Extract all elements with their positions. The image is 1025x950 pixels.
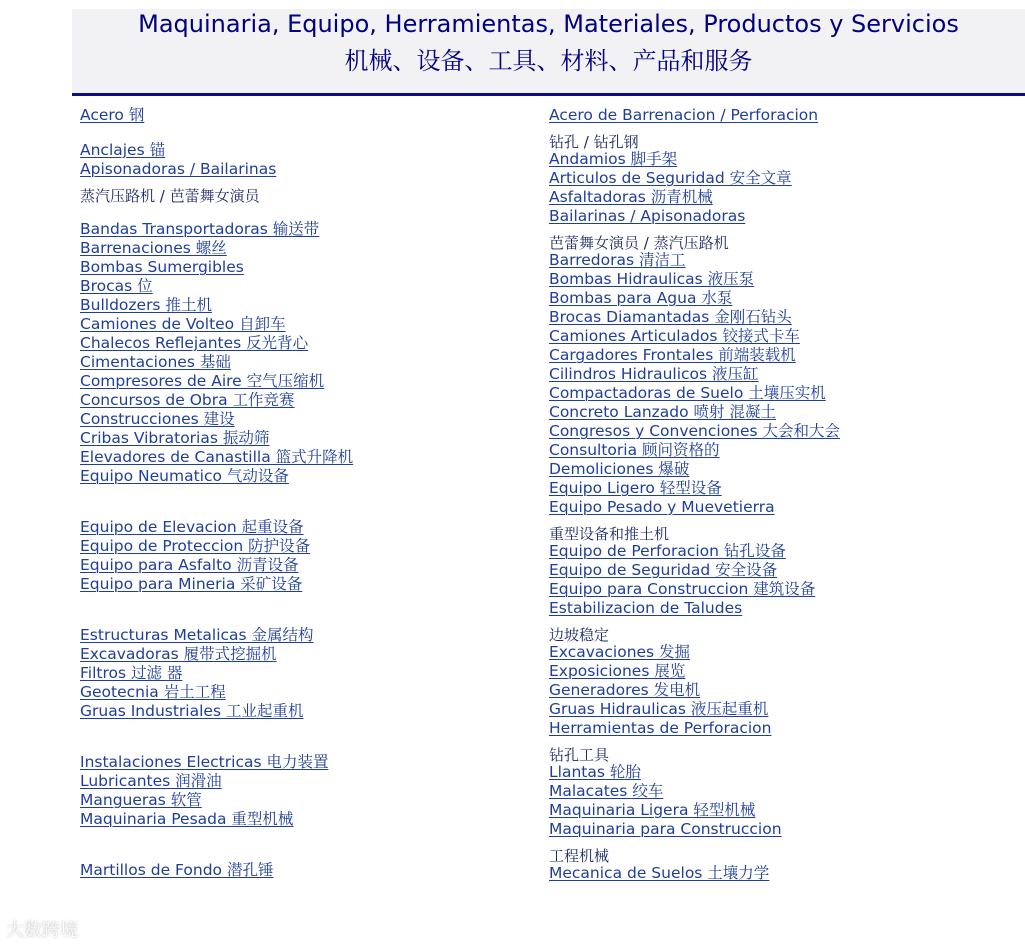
category-item — [80, 277, 540, 296]
spacer — [80, 502, 540, 518]
spacer — [80, 610, 540, 626]
category-item — [80, 429, 540, 448]
category-link[interactable]: Congresos y Convenciones 大会和大会 — [549, 422, 841, 440]
category-item — [80, 160, 540, 179]
category-item — [549, 700, 1019, 719]
category-item — [549, 150, 1019, 169]
category-item — [80, 556, 540, 575]
category-item — [549, 864, 1019, 883]
category-translation-note: 钻孔 / 钻孔钢 — [549, 133, 639, 151]
category-item — [549, 251, 1019, 270]
category-link[interactable]: Malacates 绞车 — [549, 782, 664, 800]
category-item — [80, 448, 540, 467]
category-link[interactable]: Camiones Articulados 铰接式卡车 — [549, 327, 800, 345]
category-link[interactable]: Equipo para Construccion 建筑设备 — [549, 580, 816, 598]
category-link[interactable]: Martillos de Fondo 潜孔锤 — [80, 861, 274, 879]
category-item — [549, 384, 1019, 403]
category-item — [80, 772, 540, 791]
category-item — [80, 239, 540, 258]
left-category-column — [80, 106, 540, 880]
category-link[interactable]: Equipo para Mineria 采矿设备 — [80, 575, 303, 593]
category-item — [549, 580, 1019, 599]
category-item — [80, 372, 540, 391]
category-link[interactable]: Gruas Industriales 工业起重机 — [80, 702, 304, 720]
category-link[interactable]: Asfaltadoras 沥青机械 — [549, 188, 713, 206]
category-link[interactable]: Equipo para Asfalto 沥青设备 — [80, 556, 299, 574]
category-link[interactable]: Bombas Hidraulicas 液压泵 — [549, 270, 755, 288]
category-link[interactable]: Estabilizacion de Taludes — [549, 599, 743, 617]
category-item — [80, 106, 540, 125]
category-item — [549, 188, 1019, 207]
category-item — [80, 791, 540, 810]
category-item — [80, 315, 540, 334]
category-link[interactable]: Barredoras 清洁工 — [549, 251, 686, 269]
category-link[interactable]: Bulldozers 推土机 — [80, 296, 212, 314]
category-link[interactable]: Equipo Pesado y Muevetierra — [549, 498, 775, 516]
category-link[interactable]: Compactadoras de Suelo 土壤压实机 — [549, 384, 826, 402]
category-link[interactable]: Equipo de Perforacion 钻孔设备 — [549, 542, 786, 560]
category-link[interactable]: Brocas Diamantadas 金刚石钻头 — [549, 308, 792, 326]
category-link[interactable]: Concursos de Obra 工作竞赛 — [80, 391, 295, 409]
category-link[interactable]: Mangueras 软管 — [80, 791, 202, 809]
category-link[interactable]: Equipo de Proteccion 防护设备 — [80, 537, 311, 555]
category-link[interactable]: Instalaciones Electricas 电力装置 — [80, 753, 329, 771]
category-item — [80, 296, 540, 315]
page-title-chinese: 机械、设备、工具、材料、产品和服务 — [344, 47, 753, 75]
category-item — [80, 141, 540, 160]
category-link[interactable]: Camiones de Volteo 自卸车 — [80, 315, 286, 333]
category-link[interactable]: Equipo de Seguridad 安全设备 — [549, 561, 778, 579]
category-item — [80, 258, 540, 277]
right-category-column — [549, 106, 1019, 883]
category-item — [549, 403, 1019, 422]
category-link[interactable]: Llantas 轮胎 — [549, 763, 641, 781]
category-link[interactable]: Generadores 发电机 — [549, 681, 701, 699]
spacer — [80, 204, 540, 220]
category-item — [80, 334, 540, 353]
category-link[interactable]: Excavaciones 发掘 — [549, 643, 691, 661]
category-link[interactable]: Maquinaria Ligera 轻型机械 — [549, 801, 756, 819]
category-item — [80, 861, 540, 880]
category-item — [549, 327, 1019, 346]
category-link[interactable]: Brocas 位 — [80, 277, 153, 295]
category-link[interactable]: Bandas Transportadoras 输送带 — [80, 220, 320, 238]
category-link[interactable]: Herramientas de Perforacion — [549, 719, 772, 737]
spacer — [80, 737, 540, 753]
category-item — [80, 220, 540, 239]
category-item — [549, 643, 1019, 662]
watermark: 大数跨境 — [6, 920, 78, 941]
category-link[interactable]: Bombas para Agua 水泵 — [549, 289, 733, 307]
category-item — [549, 763, 1019, 782]
category-item — [80, 683, 540, 702]
category-item — [549, 801, 1019, 820]
category-item — [549, 346, 1019, 365]
category-link[interactable]: Anclajes 锚 — [80, 141, 166, 159]
category-item — [549, 479, 1019, 498]
category-translation-note: 钻孔工具 — [549, 746, 610, 764]
category-item — [549, 719, 1019, 738]
category-item — [80, 353, 540, 372]
category-item — [549, 169, 1019, 188]
category-link[interactable]: Cilindros Hidraulicos 液压缸 — [549, 365, 759, 383]
category-link[interactable]: Cribas Vibratorias 振动筛 — [80, 429, 270, 447]
category-item — [549, 308, 1019, 327]
category-link[interactable]: Estructuras Metalicas 金属结构 — [80, 626, 314, 644]
category-link[interactable]: Cargadores Frontales 前端装载机 — [549, 346, 796, 364]
category-item — [549, 599, 1019, 618]
category-link[interactable]: Equipo Neumatico 气动设备 — [80, 467, 289, 485]
category-item — [80, 645, 540, 664]
category-link[interactable]: Gruas Hidraulicas 液压起重机 — [549, 700, 769, 718]
category-link[interactable]: Mecanica de Suelos 土壤力学 — [549, 864, 770, 882]
page-header — [72, 9, 1025, 96]
spacer — [80, 125, 540, 141]
category-item — [549, 365, 1019, 384]
category-item — [80, 626, 540, 645]
category-link[interactable]: Bombas Sumergibles — [80, 258, 244, 276]
category-item — [549, 820, 1019, 839]
category-item — [80, 537, 540, 556]
category-item — [549, 561, 1019, 580]
category-item — [549, 460, 1019, 479]
category-translation-note: 边坡稳定 — [549, 626, 610, 644]
category-link[interactable]: Acero de Barrenacion / Perforacion — [549, 106, 819, 124]
category-item — [549, 782, 1019, 801]
category-item — [549, 498, 1019, 517]
page-title-spanish: Maquinaria, Equipo, Herramientas, Materiales, Productos y Servicios — [138, 10, 959, 38]
spacer — [80, 486, 540, 502]
spacer — [80, 721, 540, 737]
category-translation-note: 重型设备和推土机 — [549, 525, 670, 543]
category-link[interactable]: Filtros 过滤 器 — [80, 664, 183, 682]
category-item — [80, 410, 540, 429]
category-link[interactable]: Chalecos Reflejantes 反光背心 — [80, 334, 309, 352]
category-link[interactable]: Andamios 脚手架 — [549, 150, 678, 168]
category-item — [549, 106, 1019, 125]
spacer — [80, 594, 540, 610]
category-item — [80, 391, 540, 410]
category-link[interactable]: Equipo de Elevacion 起重设备 — [80, 518, 304, 536]
category-item — [549, 289, 1019, 308]
category-item — [80, 467, 540, 486]
category-item — [549, 681, 1019, 700]
category-translation-note: 蒸汽压路机 / 芭蕾舞女演员 — [80, 187, 260, 205]
category-item — [80, 702, 540, 721]
category-link[interactable]: Consultoria 顾问资格的 — [549, 441, 720, 459]
category-link[interactable]: Exposiciones 展览 — [549, 662, 686, 680]
category-translation-note: 工程机械 — [549, 847, 610, 865]
category-link[interactable]: Construcciones 建设 — [80, 410, 235, 428]
category-link[interactable]: Acero 钢 — [80, 106, 145, 124]
spacer — [80, 829, 540, 845]
category-link[interactable]: Concreto Lanzado 喷射 混凝土 — [549, 403, 776, 421]
category-link[interactable]: Cimentaciones 基础 — [80, 353, 231, 371]
category-link[interactable]: Equipo Ligero 轻型设备 — [549, 479, 722, 497]
spacer — [80, 845, 540, 861]
category-link[interactable]: Geotecnia 岩土工程 — [80, 683, 226, 701]
category-item — [80, 810, 540, 829]
category-link[interactable]: Lubricantes 润滑油 — [80, 772, 222, 790]
category-link[interactable]: Barrenaciones 螺丝 — [80, 239, 227, 257]
category-link[interactable]: Elevadores de Canastilla 篮式升降机 — [80, 448, 354, 466]
category-item — [549, 422, 1019, 441]
category-item — [80, 518, 540, 537]
category-item — [80, 753, 540, 772]
category-link[interactable]: Maquinaria Pesada 重型机械 — [80, 810, 294, 828]
category-translation-note: 芭蕾舞女演员 / 蒸汽压路机 — [549, 234, 729, 252]
category-link[interactable]: Demoliciones 爆破 — [549, 460, 690, 478]
category-link[interactable]: Bailarinas / Apisonadoras — [549, 207, 746, 225]
category-item — [549, 662, 1019, 681]
category-item — [549, 441, 1019, 460]
category-link[interactable]: Excavadoras 履带式挖掘机 — [80, 645, 277, 663]
category-item — [80, 664, 540, 683]
category-item — [549, 542, 1019, 561]
category-link[interactable]: Apisonadoras / Bailarinas — [80, 160, 277, 178]
category-link[interactable]: Articulos de Seguridad 安全文章 — [549, 169, 792, 187]
category-link[interactable]: Maquinaria para Construccion — [549, 820, 782, 838]
category-item — [549, 207, 1019, 226]
category-link[interactable]: Compresores de Aire 空气压缩机 — [80, 372, 325, 390]
category-item — [80, 575, 540, 594]
category-item — [549, 270, 1019, 289]
